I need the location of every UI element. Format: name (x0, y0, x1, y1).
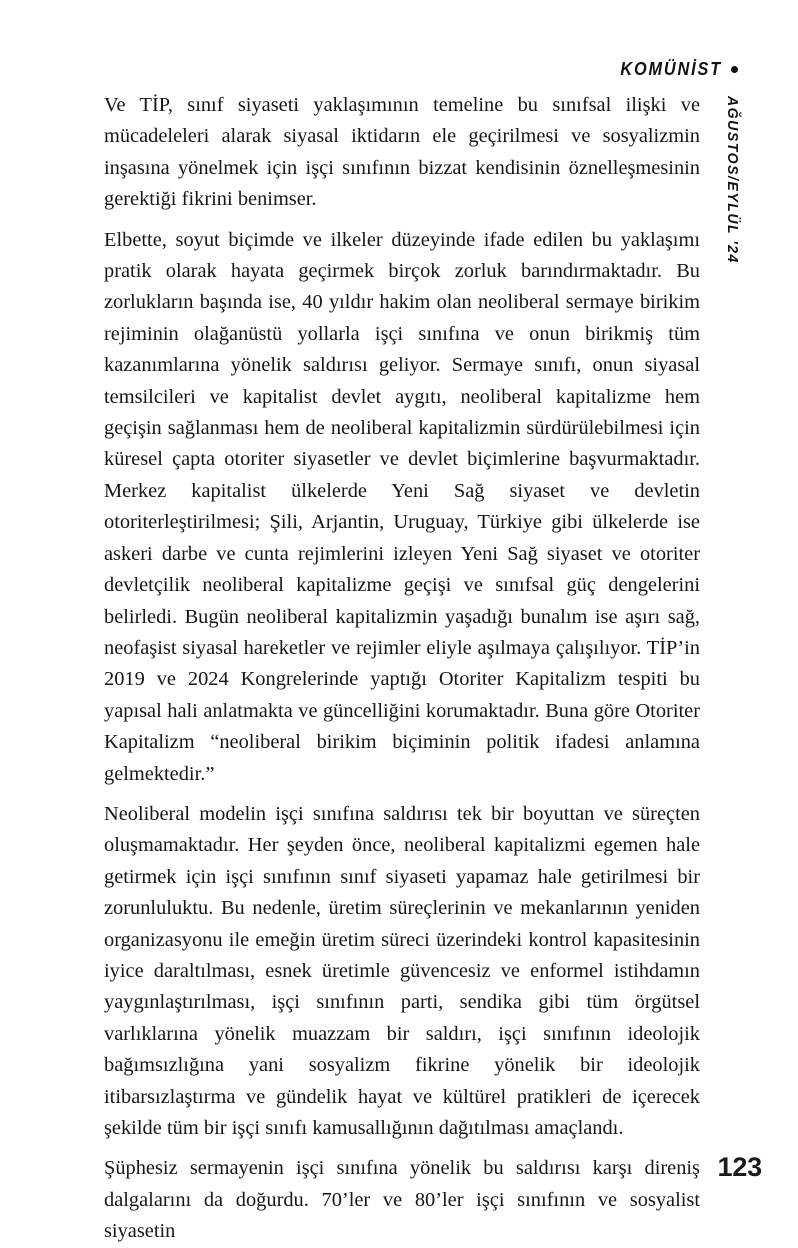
running-head-publication-title: KOMÜNİST (620, 58, 722, 79)
paragraph: Ve TİP, sınıf siyaseti yaklaşımının temeline bu sınıfsal ilişki ve mücadeleleri alarak siyasal iktidarın ele geçirilmesi ve sosyalizmin inşasına yönelmek için işçi sınıfının bizzat kendisinin öznelleşmesinin gerektiği fikrini benimser. (104, 94, 700, 211)
issue-date-vertical-label: AĞUSTOS/EYLÜL '24 (724, 96, 741, 264)
paragraph: Elbette, soyut biçimde ve ilkeler düzeyinde ifade edilen bu yaklaşımı pratik olarak hayata geçirmek birçok zorluk barındırmaktadır. Bu zorlukların başında ise, 40 yıldır hakim olan neoliberal sermaye birikim rejiminin olağanüstü yollarla işçi sınıfına ve onun birikmiş tüm kazanımlarına yönelik saldırısı geliyor. Sermaye sınıfı, onun siyasal temsilcileri ve kapitalist devlet aygıtı, neoliberal kapitalizme hem geçişin sağlanması hem de neoliberal kapitalizmin sürdürülebilmesi için küresel çapta otoriter siyasetler ve devlet biçimlerine başvurmaktadır. Merkez kapitalist ülkelerde Yeni Sağ siyaset ve devletin otoriterleştirilmesi; Şili, Arjantin, Uruguay, Türkiye gibi ülkelerde ise askeri darbe ve cunta rejimlerini izleyen Yeni Sağ siyaset ve otoriter devletçilik neoliberal kapitalizme geçişi ve sınıfsal güç dengelerini belirledi. Bugün neoliberal kapitalizmin yaşadığı bunalım ise aşırı sağ, neofaşist siyasal hareketler ve rejimler eliyle aşılmaya çalışılıyor. TİP’in 2019 ve 2024 Kongrelerinde yaptığı Otoriter Kapitalizm tespiti bu yapısal hali anlatmakta ve güncelliğini korumaktadır. Buna göre Otoriter Kapitalizm “neoliberal birikim biçiminin politik ifadesi anlamına gelmektedir.” (104, 228, 700, 785)
page-number: 123 (717, 1152, 762, 1182)
paragraph: Şüphesiz sermayenin işçi sınıfına yönelik bu saldırısı karşı direniş dalgalarını da doğurdu. 70’ler ve 80’ler işçi sınıfının ve sosyalist siyasetin (104, 1157, 700, 1243)
body-text-column (104, 90, 700, 1248)
paragraph: Neoliberal modelin işçi sınıfına saldırısı tek bir boyuttan ve süreçten oluşmamaktadır. Her şeyden önce, neoliberal kapitalizmi egemen hale getirmek için işçi sınıfının sınıf siyaseti yapamaz hale getirilmesi bir zorunluluktu. Bu nedenle, üretim süreçlerinin ve mekanlarının yeniden organizasyonu ile emeğin üretim süreci üzerindeki kontrol kapasitesinin iyice daraltılması, esnek üretimle güvencesiz ve enformel istihdamın yaygınlaştırılması, işçi sınıfının parti, sendika gibi tüm örgütsel varlıklarına yönelik muazzam bir saldırı, işçi sınıfının ideolojik bağımsızlığına yani sosyalizm fikrine yönelik bir ideolojik itibarsızlaştırma ve gündelik hayat ve kültürel pratikleri de içerecek şekilde tüm bir işçi sınıfı kamusallığının dağıtılması amaçlandı. (104, 802, 700, 1139)
bullet-dot-icon (731, 66, 738, 73)
